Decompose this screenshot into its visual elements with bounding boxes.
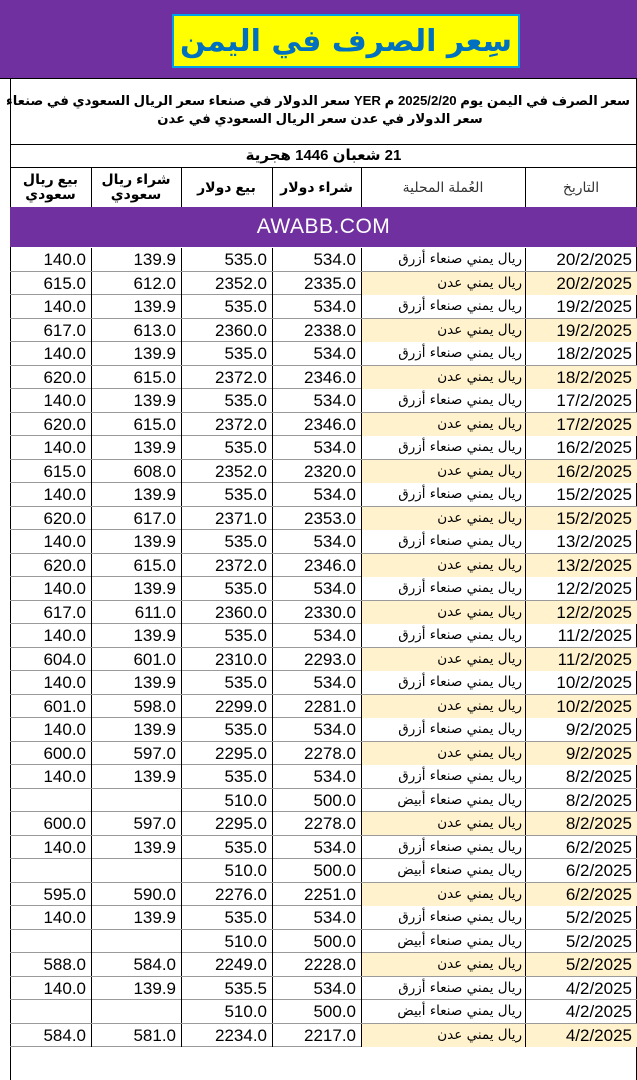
cell-sell-saudi: 140.0 — [43, 297, 86, 316]
cell-buy-saudi: 139.9 — [91, 295, 181, 318]
cell-sell-saudi: 600.0 — [43, 814, 86, 833]
cell-buy-dollar: 534.0 — [272, 530, 361, 553]
cell-sell-dollar: 2310.0 — [181, 648, 272, 671]
cell-buy-dollar: 534.0 — [272, 483, 361, 506]
cell-sell-dollar: 510.0 — [181, 1000, 272, 1023]
table-row — [10, 460, 637, 484]
cell-sell-saudi: 140.0 — [43, 485, 86, 504]
table-row — [10, 671, 637, 695]
cell-currency: ريال يمني صنعاء أزرق — [361, 295, 525, 318]
cell-sell-saudi: 620.0 — [43, 508, 86, 528]
cell-date: 5/2/2025 — [525, 953, 637, 976]
table-row — [10, 483, 637, 507]
cell-sell-saudi: 140.0 — [43, 767, 86, 786]
table-row — [10, 742, 637, 766]
table-row — [10, 342, 637, 366]
cell-sell-dollar: 535.0 — [181, 436, 272, 459]
table-row — [10, 366, 637, 390]
title-banner — [0, 0, 637, 79]
cell-sell-dollar: 2295.0 — [181, 812, 272, 835]
cell-date: 10/2/2025 — [525, 695, 637, 718]
cell-sell-saudi — [10, 789, 91, 812]
cell-buy-dollar: 534.0 — [272, 624, 361, 647]
cell-currency: ريال يمني صنعاء أبيض — [361, 1000, 525, 1023]
cell-buy-dollar: 2293.0 — [272, 648, 361, 671]
cell-sell-saudi: 620.0 — [43, 367, 86, 387]
cell-date: 6/2/2025 — [525, 836, 637, 859]
table-row — [10, 883, 637, 907]
cell-sell-saudi: 140.0 — [43, 344, 86, 363]
cell-sell-saudi: 620.0 — [43, 414, 86, 434]
cell-sell-saudi: 140.0 — [43, 673, 86, 692]
cell-sell-dollar: 2372.0 — [181, 413, 272, 436]
cell-currency: ريال يمني صنعاء أزرق — [361, 436, 525, 459]
table-row — [10, 319, 637, 343]
cell-sell-saudi: 584.0 — [43, 1025, 86, 1045]
cell-buy-dollar: 2320.0 — [272, 460, 361, 483]
cell-currency: ريال يمني صنعاء أزرق — [361, 530, 525, 553]
cell-currency: ريال يمني عدن — [361, 272, 525, 295]
intro-line-2: سعر الدولار في عدن سعر الريال السعودي في عدن — [157, 111, 483, 126]
cell-buy-dollar: 534.0 — [272, 977, 361, 1000]
cell-date: 12/2/2025 — [525, 577, 637, 600]
cell-sell-dollar: 535.0 — [181, 295, 272, 318]
cell-buy-dollar: 534.0 — [272, 389, 361, 412]
cell-buy-dollar: 534.0 — [272, 671, 361, 694]
cell-sell-dollar: 510.0 — [181, 859, 272, 882]
cell-date: 8/2/2025 — [525, 789, 637, 812]
table-row — [10, 718, 637, 742]
cell-buy-saudi: 597.0 — [91, 742, 181, 765]
cell-buy-dollar: 534.0 — [272, 765, 361, 788]
cell-date: 4/2/2025 — [525, 1000, 637, 1023]
header-divider — [525, 168, 526, 207]
cell-sell-dollar: 2360.0 — [181, 319, 272, 342]
cell-date: 13/2/2025 — [525, 554, 637, 577]
cell-date: 12/2/2025 — [525, 601, 637, 624]
cell-currency: ريال يمني صنعاء أزرق — [361, 836, 525, 859]
cell-date: 18/2/2025 — [525, 366, 637, 389]
col-header-date: التاريخ — [562, 178, 600, 195]
table-row — [10, 1024, 637, 1048]
col-header-buy-saudi: شراء ريال سعودي — [101, 171, 171, 202]
cell-sell-saudi: 140.0 — [43, 837, 86, 857]
cell-date: 4/2/2025 — [525, 1024, 637, 1047]
table-row — [10, 648, 637, 672]
col-header-buy-dollar: شراء دولار — [280, 178, 353, 195]
cell-sell-dollar: 535.0 — [181, 765, 272, 788]
cell-sell-saudi: 140.0 — [43, 626, 86, 645]
cell-sell-saudi — [10, 930, 91, 953]
cell-buy-dollar: 534.0 — [272, 577, 361, 600]
cell-sell-dollar: 2360.0 — [181, 601, 272, 624]
cell-buy-dollar: 2335.0 — [272, 272, 361, 295]
cell-sell-dollar: 535.0 — [181, 248, 272, 271]
table-row — [10, 836, 637, 860]
cell-buy-saudi: 611.0 — [91, 601, 181, 624]
table-row — [10, 272, 637, 296]
cell-currency: ريال يمني صنعاء أزرق — [361, 483, 525, 506]
cell-date: 6/2/2025 — [525, 859, 637, 882]
table-row — [10, 765, 637, 789]
cell-buy-saudi: 612.0 — [91, 272, 181, 295]
cell-date: 20/2/2025 — [525, 248, 637, 271]
cell-sell-saudi: 140.0 — [43, 438, 86, 457]
cell-buy-saudi: 139.9 — [91, 436, 181, 459]
cell-currency: ريال يمني صنعاء أزرق — [361, 342, 525, 365]
cell-buy-saudi — [91, 930, 181, 953]
cell-buy-dollar: 534.0 — [272, 295, 361, 318]
cell-currency: ريال يمني صنعاء أزرق — [361, 977, 525, 1000]
cell-sell-dollar: 535.0 — [181, 624, 272, 647]
cell-sell-saudi: 600.0 — [43, 743, 86, 763]
cell-date: 9/2/2025 — [525, 718, 637, 741]
cell-buy-saudi: 613.0 — [91, 319, 181, 342]
table-row — [10, 436, 637, 460]
cell-currency: ريال يمني عدن — [361, 812, 525, 835]
cell-date: 8/2/2025 — [525, 812, 637, 835]
table-row — [10, 930, 637, 954]
cell-buy-saudi: 590.0 — [91, 883, 181, 906]
cell-date: 8/2/2025 — [525, 765, 637, 788]
cell-buy-dollar: 534.0 — [272, 906, 361, 929]
table-row — [10, 507, 637, 531]
cell-sell-dollar: 535.0 — [181, 342, 272, 365]
cell-date: 20/2/2025 — [525, 272, 637, 295]
cell-buy-saudi: 139.9 — [91, 248, 181, 271]
cell-sell-dollar: 2276.0 — [181, 883, 272, 906]
cell-buy-saudi: 615.0 — [91, 366, 181, 389]
cell-sell-dollar: 535.0 — [181, 718, 272, 741]
cell-currency: ريال يمني عدن — [361, 883, 525, 906]
cell-sell-dollar: 2249.0 — [181, 953, 272, 976]
cell-sell-dollar: 2372.0 — [181, 554, 272, 577]
cell-buy-saudi: 617.0 — [91, 507, 181, 530]
cell-sell-dollar: 535.0 — [181, 906, 272, 929]
cell-sell-saudi: 604.0 — [43, 649, 86, 669]
cell-date: 6/2/2025 — [525, 883, 637, 906]
rates-table — [10, 248, 637, 1047]
cell-buy-saudi: 139.9 — [91, 624, 181, 647]
cell-currency: ريال يمني صنعاء أزرق — [361, 765, 525, 788]
cell-sell-saudi: 140.0 — [43, 579, 86, 598]
cell-currency: ريال يمني عدن — [361, 601, 525, 624]
cell-sell-saudi: 140.0 — [43, 391, 86, 410]
cell-currency: ريال يمني صنعاء أزرق — [361, 624, 525, 647]
cell-sell-dollar: 535.0 — [181, 577, 272, 600]
cell-sell-dollar: 2234.0 — [181, 1024, 272, 1047]
table-row — [10, 859, 637, 883]
cell-buy-saudi: 139.9 — [91, 906, 181, 929]
cell-date: 13/2/2025 — [525, 530, 637, 553]
cell-currency: ريال يمني عدن — [361, 742, 525, 765]
cell-buy-saudi: 608.0 — [91, 460, 181, 483]
website-band[interactable]: AWABB.COM — [10, 207, 637, 247]
hijri-date: 21 شعبان 1446 هجرية — [245, 147, 402, 164]
cell-buy-saudi — [91, 1000, 181, 1023]
cell-buy-saudi: 584.0 — [91, 953, 181, 976]
cell-sell-saudi: 140.0 — [43, 250, 86, 269]
cell-date: 18/2/2025 — [525, 342, 637, 365]
cell-currency: ريال يمني صنعاء أبيض — [361, 859, 525, 882]
cell-currency: ريال يمني عدن — [361, 366, 525, 389]
cell-buy-saudi — [91, 859, 181, 882]
cell-sell-dollar: 2352.0 — [181, 272, 272, 295]
cell-buy-dollar: 500.0 — [272, 1000, 361, 1023]
cell-buy-dollar: 2278.0 — [272, 742, 361, 765]
cell-currency: ريال يمني صنعاء أزرق — [361, 248, 525, 271]
cell-sell-saudi: 140.0 — [43, 720, 86, 739]
cell-buy-dollar: 534.0 — [272, 248, 361, 271]
table-row — [10, 530, 637, 554]
cell-buy-saudi: 615.0 — [91, 413, 181, 436]
cell-sell-dollar: 2371.0 — [181, 507, 272, 530]
cell-date: 16/2/2025 — [525, 436, 637, 459]
cell-date: 5/2/2025 — [525, 906, 637, 929]
cell-currency: ريال يمني صنعاء أزرق — [361, 906, 525, 929]
table-row — [10, 624, 637, 648]
cell-currency: ريال يمني عدن — [361, 953, 525, 976]
cell-buy-dollar: 2217.0 — [272, 1024, 361, 1047]
page-title: سِعر الصرف في اليمن — [172, 14, 520, 68]
cell-sell-dollar: 535.5 — [181, 977, 272, 1000]
cell-sell-saudi: 617.0 — [43, 320, 86, 340]
cell-sell-saudi: 140.0 — [43, 908, 86, 927]
cell-buy-dollar: 2346.0 — [272, 413, 361, 436]
cell-sell-dollar: 2295.0 — [181, 742, 272, 765]
col-header-currency: العُملة المحلية — [402, 178, 484, 195]
table-row — [10, 977, 637, 1001]
cell-sell-saudi — [10, 859, 91, 882]
cell-date: 4/2/2025 — [525, 977, 637, 1000]
cell-date: 9/2/2025 — [525, 742, 637, 765]
cell-buy-dollar: 2346.0 — [272, 554, 361, 577]
cell-buy-saudi: 601.0 — [91, 648, 181, 671]
cell-sell-saudi: 140.0 — [43, 978, 86, 998]
header-divider — [361, 168, 362, 207]
cell-buy-saudi — [91, 789, 181, 812]
cell-date: 10/2/2025 — [525, 671, 637, 694]
cell-buy-dollar: 534.0 — [272, 836, 361, 859]
cell-currency: ريال يمني عدن — [361, 319, 525, 342]
table-row — [10, 601, 637, 625]
header-divider — [91, 168, 92, 207]
cell-sell-dollar: 535.0 — [181, 836, 272, 859]
table-row — [10, 554, 637, 578]
cell-currency: ريال يمني عدن — [361, 695, 525, 718]
cell-currency: ريال يمني عدن — [361, 460, 525, 483]
cell-buy-saudi: 139.9 — [91, 483, 181, 506]
cell-buy-dollar: 2346.0 — [272, 366, 361, 389]
table-row — [10, 389, 637, 413]
cell-sell-saudi: 588.0 — [43, 955, 86, 974]
table-row — [10, 906, 637, 930]
cell-sell-dollar: 2372.0 — [181, 366, 272, 389]
cell-sell-dollar: 535.0 — [181, 671, 272, 694]
cell-sell-dollar: 510.0 — [181, 930, 272, 953]
table-row — [10, 295, 637, 319]
cell-currency: ريال يمني صنعاء أبيض — [361, 789, 525, 812]
cell-currency: ريال يمني عدن — [361, 1024, 525, 1047]
cell-buy-dollar: 534.0 — [272, 342, 361, 365]
cell-currency: ريال يمني صنعاء أزرق — [361, 389, 525, 412]
cell-buy-saudi: 615.0 — [91, 554, 181, 577]
cell-buy-dollar: 2228.0 — [272, 953, 361, 976]
cell-buy-dollar: 2281.0 — [272, 695, 361, 718]
cell-buy-saudi: 139.9 — [91, 389, 181, 412]
cell-sell-dollar: 510.0 — [181, 789, 272, 812]
cell-sell-saudi: 617.0 — [43, 602, 86, 622]
cell-buy-dollar: 2278.0 — [272, 812, 361, 835]
cell-sell-saudi: 615.0 — [43, 461, 86, 481]
cell-date: 17/2/2025 — [525, 413, 637, 436]
col-header-sell-saudi: بيع ريال سعودي — [22, 171, 79, 202]
cell-date: 19/2/2025 — [525, 295, 637, 318]
cell-buy-dollar: 534.0 — [272, 718, 361, 741]
cell-buy-dollar: 500.0 — [272, 930, 361, 953]
cell-buy-dollar: 500.0 — [272, 859, 361, 882]
cell-buy-saudi: 581.0 — [91, 1024, 181, 1047]
cell-buy-saudi: 139.9 — [91, 342, 181, 365]
cell-buy-saudi: 139.9 — [91, 530, 181, 553]
cell-buy-saudi: 139.9 — [91, 577, 181, 600]
cell-currency: ريال يمني عدن — [361, 554, 525, 577]
cell-buy-saudi: 597.0 — [91, 812, 181, 835]
cell-sell-saudi: 601.0 — [43, 696, 86, 716]
table-row — [10, 812, 637, 836]
cell-date: 15/2/2025 — [525, 483, 637, 506]
cell-sell-saudi — [10, 1000, 91, 1023]
table-row — [10, 953, 637, 977]
table-row — [10, 577, 637, 601]
cell-currency: ريال يمني عدن — [361, 413, 525, 436]
cell-date: 11/2/2025 — [525, 624, 637, 647]
header-divider — [181, 168, 182, 207]
cell-sell-saudi: 140.0 — [43, 532, 86, 551]
cell-currency: ريال يمني صنعاء أزرق — [361, 718, 525, 741]
table-row — [10, 695, 637, 719]
table-row — [10, 413, 637, 437]
intro-line-1: سعر الصرف في اليمن يوم 2025/2/20 م YER سعر الدولار في صنعاء سعر الريال السعودي في صنعاء — [5, 93, 630, 108]
cell-buy-saudi: 139.9 — [91, 765, 181, 788]
cell-buy-dollar: 500.0 — [272, 789, 361, 812]
cell-currency: ريال يمني عدن — [361, 507, 525, 530]
cell-sell-dollar: 535.0 — [181, 389, 272, 412]
intro-text — [5, 80, 630, 144]
cell-currency: ريال يمني صنعاء أزرق — [361, 671, 525, 694]
cell-buy-dollar: 2338.0 — [272, 319, 361, 342]
cell-buy-saudi: 598.0 — [91, 695, 181, 718]
cell-sell-dollar: 535.0 — [181, 530, 272, 553]
table-row — [10, 1000, 637, 1024]
cell-buy-dollar: 2330.0 — [272, 601, 361, 624]
cell-sell-saudi: 620.0 — [43, 555, 86, 575]
cell-buy-dollar: 2251.0 — [272, 883, 361, 906]
cell-buy-saudi: 139.9 — [91, 718, 181, 741]
cell-sell-saudi: 595.0 — [43, 884, 86, 904]
cell-buy-dollar: 2353.0 — [272, 507, 361, 530]
cell-sell-dollar: 535.0 — [181, 483, 272, 506]
cell-date: 19/2/2025 — [525, 319, 637, 342]
col-header-sell-dollar: بيع دولار — [197, 178, 256, 195]
cell-date: 11/2/2025 — [525, 648, 637, 671]
cell-date: 16/2/2025 — [525, 460, 637, 483]
cell-buy-saudi: 139.9 — [91, 977, 181, 1000]
cell-buy-saudi: 139.9 — [91, 671, 181, 694]
table-row — [10, 789, 637, 813]
cell-buy-saudi: 139.9 — [91, 836, 181, 859]
cell-currency: ريال يمني صنعاء أزرق — [361, 577, 525, 600]
header-divider — [272, 168, 273, 207]
cell-sell-dollar: 2299.0 — [181, 695, 272, 718]
cell-currency: ريال يمني عدن — [361, 648, 525, 671]
cell-date: 5/2/2025 — [525, 930, 637, 953]
cell-sell-saudi: 615.0 — [43, 273, 86, 293]
cell-date: 15/2/2025 — [525, 507, 637, 530]
cell-buy-dollar: 534.0 — [272, 436, 361, 459]
cell-sell-dollar: 2352.0 — [181, 460, 272, 483]
cell-currency: ريال يمني صنعاء أبيض — [361, 930, 525, 953]
cell-date: 17/2/2025 — [525, 389, 637, 412]
table-row — [10, 248, 637, 272]
